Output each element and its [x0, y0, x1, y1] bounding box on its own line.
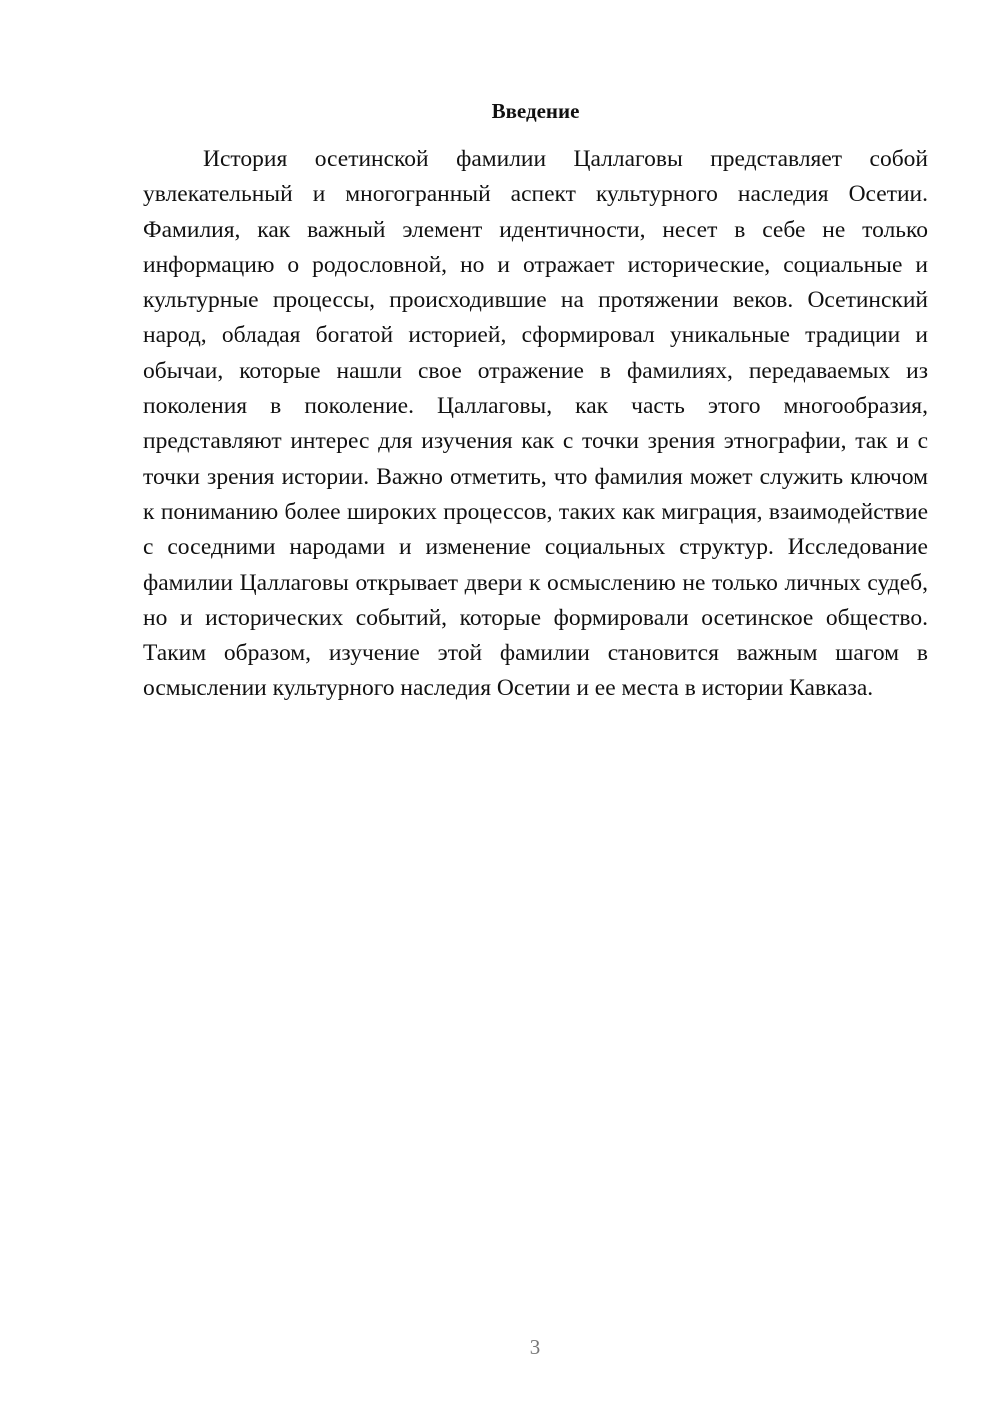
body-paragraph: История осетинской фамилии Цаллаговы представляет собой увлекательный и многогранный аспект культурного наследия Осетии. Фамилия, как важный элемент идентичности, несет в себе не только информацию о родословной, но и отражает исторические, социальные и культурные процессы, происходившие на протяжении веков. Осетинский народ, обладая богатой историей, сформировал уникальные традиции и обычаи, которые нашли свое отражение в фамилиях, передаваемых из поколения в поколение. Цаллаговы, как часть этого многообразия, представляют интерес для изучения как с точки зрения этнографии, так и с точки зрения истории. Важно отметить, что фамилия может служить ключом к пониманию более широких процессов, таких как миграция, взаимодействие с соседними народами и изменение социальных структур. Исследование фамилии Цаллаговы открывает двери к осмыслению не только личных судеб, но и исторических событий, которые формировали осетинское общество. Таким образом, изучение этой фамилии становится важным шагом в осмыслении культурного наследия Осетии и ее места в истории Кавказа.: [143, 146, 928, 702]
page-number: 3: [529, 1335, 541, 1359]
section-heading: Введение: [491, 99, 580, 123]
